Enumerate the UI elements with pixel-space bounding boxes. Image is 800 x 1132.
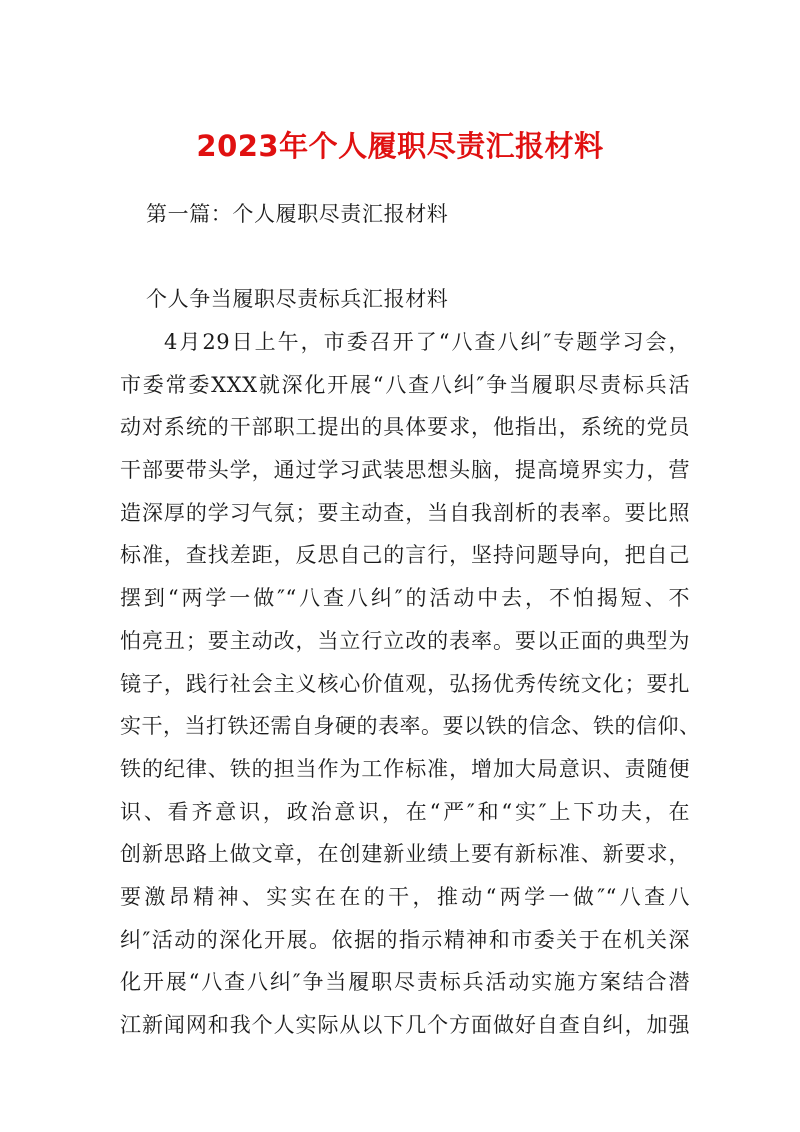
- body-text: [120, 323, 701, 1049]
- body-line: 摆到“两学一做″“八查八纠″的活动中去，不怕揭短、不: [120, 586, 690, 611]
- body-line: 市委常委XXX就深化开展“八查八纠″争当履职尽责标兵活: [120, 372, 690, 397]
- body-line: 干部要带头学，通过学习武装思想头脑，提高境界实力，营: [120, 458, 690, 483]
- body-line: 实干，当打铁还需自身硬的表率。要以铁的信念、铁的信仰、: [120, 714, 701, 739]
- body-line: 识、看齐意识，政治意识，在“严″和“实″上下功夫，在: [120, 799, 690, 824]
- body-line: 怕亮丑；要主动改，当立行立改的表率。要以正面的典型为: [120, 628, 690, 653]
- body-line: 铁的纪律、铁的担当作为工作标准，增加大局意识、责随便: [120, 756, 690, 781]
- body-line: 江新闻网和我个人实际从以下几个方面做好自查自纠，加强: [120, 1013, 690, 1037]
- body-line: 化开展“八查八纠″争当履职尽责标兵活动实施方案结合潜: [120, 970, 690, 995]
- body-line: 创新思路上做文章，在创建新业绩上要有新标准、新要求，: [120, 842, 690, 867]
- body-line: 动对系统的干部职工提出的具体要求，他指出，系统的党员: [120, 415, 690, 440]
- body-line: 要激昂精神、实实在在的干，推动“两学一做″“八查八: [120, 884, 690, 909]
- body-line: 纠″活动的深化开展。依据的指示精神和市委关于在机关深: [120, 927, 690, 952]
- body-line: 镜子，践行社会主义核心价值观，弘扬优秀传统文化；要扎: [120, 671, 690, 696]
- document-title: 2023年个人履职尽责汇报材料: [196, 129, 604, 163]
- chapter-heading: 第一篇：个人履职尽责汇报材料: [146, 202, 449, 226]
- body-line: 4月29日上午，市委召开了“八查八纠″专题学习会，: [164, 330, 690, 354]
- body-line: 造深厚的学习气氛；要主动查，当自我剖析的表率。要比照: [120, 500, 690, 525]
- body-line: 标准，查找差距，反思自己的言行，坚持问题导向，把自己: [120, 543, 690, 568]
- section-subheading: 个人争当履职尽责标兵汇报材料: [146, 287, 449, 311]
